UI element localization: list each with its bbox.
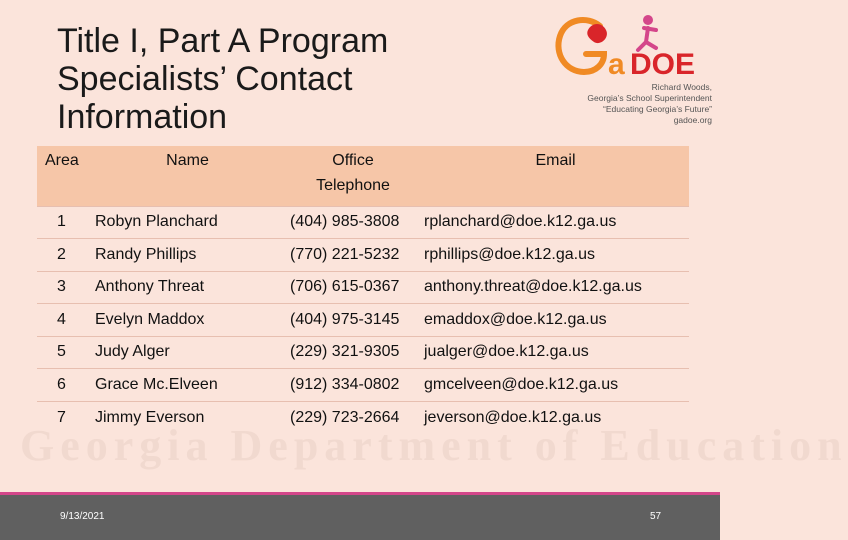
cell-phone: (770) 221-5232 xyxy=(284,239,422,272)
cell-name: Grace Mc.Elveen xyxy=(91,369,284,402)
cell-name: Jimmy Everson xyxy=(91,401,284,434)
logo-a-letter: a xyxy=(608,48,625,81)
superintendent-site: gadoe.org xyxy=(673,115,712,125)
gadoe-logo xyxy=(548,8,718,84)
superintendent-role: Georgia’s School Superintendent xyxy=(587,93,712,103)
cell-email: anthony.threat@doe.k12.ga.us xyxy=(422,271,689,304)
cell-email: jualger@doe.k12.ga.us xyxy=(422,336,689,369)
logo-figure-head xyxy=(643,15,653,25)
cell-phone: (706) 615-0367 xyxy=(284,271,422,304)
cell-area: 1 xyxy=(37,206,91,239)
cell-phone: (229) 723-2664 xyxy=(284,401,422,434)
cell-area: 7 xyxy=(37,401,91,434)
cell-phone: (229) 321-9305 xyxy=(284,336,422,369)
cell-email: gmcelveen@doe.k12.ga.us xyxy=(422,369,689,402)
cell-name: Anthony Threat xyxy=(91,271,284,304)
table-body xyxy=(37,206,689,434)
table-row xyxy=(37,369,689,402)
cell-email: emaddox@doe.k12.ga.us xyxy=(422,304,689,337)
logo-apple-shape xyxy=(587,24,607,43)
cell-area: 6 xyxy=(37,369,91,402)
table-row xyxy=(37,304,689,337)
table-row xyxy=(37,206,689,239)
header-phone-line2: Telephone xyxy=(316,177,390,194)
superintendent-info xyxy=(492,82,712,126)
slide-title: Title I, Part A Program Specialists’ Contact Information xyxy=(57,22,389,136)
header-phone xyxy=(284,146,422,206)
table-row xyxy=(37,401,689,434)
cell-area: 3 xyxy=(37,271,91,304)
logo-figure-body xyxy=(638,28,656,50)
cell-email: jeverson@doe.k12.ga.us xyxy=(422,401,689,434)
watermark-text: Georgia Department of Education xyxy=(20,421,848,470)
superintendent-name: Richard Woods, xyxy=(651,82,712,92)
table-row xyxy=(37,271,689,304)
cell-name: Judy Alger xyxy=(91,336,284,369)
header-area: Area xyxy=(45,152,79,169)
header-name: Name xyxy=(166,152,209,169)
footer-bar xyxy=(0,495,720,540)
table-header xyxy=(37,146,689,206)
cell-email: rplanchard@doe.k12.ga.us xyxy=(422,206,689,239)
superintendent-motto: “Educating Georgia’s Future” xyxy=(603,104,712,114)
header-email: Email xyxy=(535,152,576,169)
page-number: 57 xyxy=(650,511,662,522)
cell-area: 5 xyxy=(37,336,91,369)
cell-phone: (404) 985-3808 xyxy=(284,206,422,239)
cell-phone: (404) 975-3145 xyxy=(284,304,422,337)
cell-phone: (912) 334-0802 xyxy=(284,369,422,402)
footer-date: 9/13/2021 xyxy=(60,511,105,522)
contacts-table xyxy=(37,146,689,434)
header-row xyxy=(37,146,689,206)
cell-area: 2 xyxy=(37,239,91,272)
cell-name: Evelyn Maddox xyxy=(91,304,284,337)
cell-area: 4 xyxy=(37,304,91,337)
cell-email: rphillips@doe.k12.ga.us xyxy=(422,239,689,272)
cell-name: Randy Phillips xyxy=(91,239,284,272)
table-row xyxy=(37,239,689,272)
header-phone-line1: Office xyxy=(332,152,374,169)
logo-doe-letters: DOE xyxy=(630,48,696,81)
cell-name: Robyn Planchard xyxy=(91,206,284,239)
table-row xyxy=(37,336,689,369)
